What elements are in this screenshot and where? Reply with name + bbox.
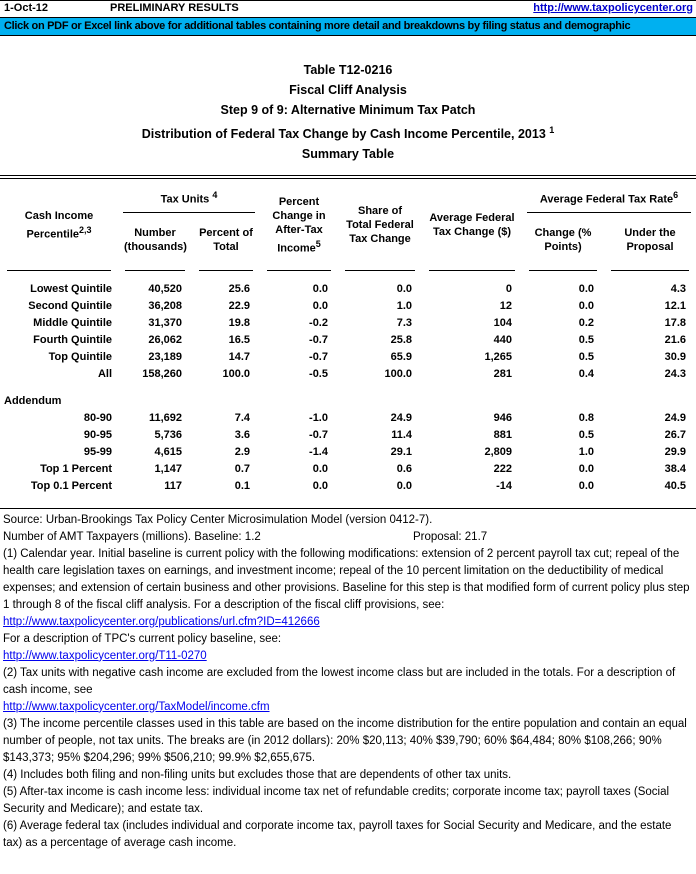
distribution-table (0, 175, 696, 509)
cell: 21.6 (664, 334, 686, 347)
cell: 117 (164, 480, 182, 493)
title-block (0, 60, 696, 164)
cell (338, 393, 422, 410)
footnote-text: (2) Tax units with negative cash income are excluded from the lowest income class but are included in the totals. For a description of cash income, see (3, 666, 676, 696)
cell: -1.4 (309, 446, 328, 459)
row-label: Middle Quintile (33, 317, 112, 330)
table-row (0, 393, 696, 410)
cell: 26.7 (664, 429, 686, 442)
footnote-link[interactable]: http://www.taxpolicycenter.org/publications/url.cfm?ID=412666 (3, 615, 320, 628)
footnotes-section (0, 509, 696, 852)
cell: 100.0 (384, 368, 412, 381)
document-date: 1-Oct-12 (4, 2, 49, 14)
cell: 0.0 (578, 480, 594, 493)
cell: 0.2 (578, 317, 594, 330)
cell: -0.7 (309, 351, 328, 364)
cell: -0.7 (309, 429, 328, 442)
table-row (0, 478, 696, 495)
analysis-title: Fiscal Cliff Analysis (289, 83, 407, 97)
col-header-under-the-proposal: Under the Proposal (604, 213, 696, 271)
cell: 14.7 (228, 351, 250, 364)
col-header-cash-income-percentile: Cash Income Percentile$^{2,3}$ (0, 177, 118, 271)
cell: 11,692 (148, 412, 182, 425)
col-header-percent-change-after-tax-income: Percent Change in After-Tax Income$^5$ (260, 177, 338, 271)
cell (118, 393, 192, 410)
cell: 23,189 (148, 351, 182, 364)
preliminary-results-label: PRELIMINARY RESULTS (110, 2, 239, 14)
cell: 26,062 (148, 334, 182, 347)
cell: 40,520 (148, 283, 182, 296)
cell: 29.1 (390, 446, 412, 459)
cell: 31,370 (148, 317, 182, 330)
row-label: Top 1 Percent (40, 463, 112, 476)
row-label: 90-95 (83, 429, 112, 442)
table-row (0, 366, 696, 383)
footnote-link-line (3, 614, 693, 631)
footnote-link[interactable]: http://www.taxpolicycenter.org/TaxModel/income.cfm (3, 700, 270, 713)
footnote-link[interactable]: http://www.taxpolicycenter.org/T11-0270 (3, 649, 207, 662)
cell (260, 393, 338, 410)
cell: 0.0 (312, 463, 328, 476)
cell: 24.9 (390, 412, 412, 425)
cell: 0.0 (312, 480, 328, 493)
footnote-text: (3) The income percentile classes used in this table are based on the income distribution for the entire population and contain an equal number of people, not tax units. The breaks are (in 2012 dollars): 20% $20,113; 40% $39,790; 60% $64,484; 80% $108,266; 90% $143,373; 95% $204,296; 99% $506,210; 99.9% $2,655,675. (3, 717, 687, 764)
cell: 4.3 (670, 283, 686, 296)
cell: 25.8 (390, 334, 412, 347)
cell: 0.5 (578, 334, 594, 347)
cell: 0.0 (396, 480, 412, 493)
cell: -0.7 (309, 334, 328, 347)
cell: 281 (493, 368, 512, 381)
amt-proposal: Proposal: 21.7 (413, 530, 488, 543)
table-number-title: Table T12-0216 (303, 63, 393, 77)
cell: 24.3 (664, 368, 686, 381)
row-label: Top 0.1 Percent (30, 480, 112, 493)
cell: 2.9 (234, 446, 250, 459)
cell: 0.0 (578, 463, 594, 476)
row-label: 80-90 (83, 412, 112, 425)
table-row (0, 461, 696, 478)
row-label: Addendum (4, 395, 62, 408)
cell: 0.8 (578, 412, 594, 425)
info-banner: Click on PDF or Excel link above for additional tables containing more detail and breakdowns by filing status and demographic (0, 17, 696, 36)
row-label: Top Quintile (48, 351, 112, 364)
table-row (0, 444, 696, 461)
cell: 40.5 (664, 480, 686, 493)
cell: 0.5 (578, 351, 594, 364)
cell: 0 (505, 283, 512, 296)
amt-taxpayers-line (3, 529, 693, 546)
table-row (0, 332, 696, 349)
table-body (0, 271, 696, 508)
cell: 4,615 (154, 446, 182, 459)
cell: 0.0 (396, 283, 412, 296)
cell: 19.8 (228, 317, 250, 330)
footnote-text: (6) Average federal tax (includes individual and corporate income tax, payroll taxes for Social Security and Medicare, and the estate tax) as a percentage of average cash income. (3, 819, 672, 849)
cell (192, 393, 260, 410)
footnote-text: For a description of TPC's current policy baseline, see: (3, 632, 282, 645)
col-header-share-of-total-federal-tax-change: Share of Total Federal Tax Change (338, 177, 422, 271)
cell: 7.4 (234, 412, 250, 425)
cell: 3.6 (234, 429, 250, 442)
cell: 946 (493, 412, 512, 425)
cell: 7.3 (396, 317, 412, 330)
cell: 12.1 (664, 300, 686, 313)
cell: 29.9 (664, 446, 686, 459)
cell: -1.0 (309, 412, 328, 425)
tpc-home-link[interactable]: http://www.taxpolicycenter.org (533, 2, 693, 14)
cell: 1.0 (578, 446, 594, 459)
table-row (0, 298, 696, 315)
cell: 0.7 (234, 463, 250, 476)
cell: 5,736 (154, 429, 182, 442)
cell: -0.5 (309, 368, 328, 381)
footnote-text: (4) Includes both filing and non-filing units but excludes those that are dependents of other tax units. (3, 768, 512, 781)
table-row (0, 410, 696, 427)
cell: 0.6 (396, 463, 412, 476)
row-label: Fourth Quintile (33, 334, 112, 347)
cell: 17.8 (664, 317, 686, 330)
cell: 36,208 (148, 300, 182, 313)
cell: -0.2 (309, 317, 328, 330)
cell: 0.5 (578, 429, 594, 442)
cell: 881 (493, 429, 512, 442)
col-header-number-thousands: Number (thousands) (118, 213, 192, 271)
title-footnote-ref: 1 (549, 125, 555, 135)
cell: -14 (496, 480, 512, 493)
cell: 16.5 (228, 334, 250, 347)
cell: 12 (499, 300, 512, 313)
cell: 24.9 (664, 412, 686, 425)
table-row (0, 315, 696, 332)
footnote-text: Source: Urban-Brookings Tax Policy Center Microsimulation Model (version 0412-7). (3, 513, 433, 526)
distribution-title-text: Distribution of Federal Tax Change by Cash Income Percentile, 2013 (141, 127, 546, 142)
cell: 22.9 (228, 300, 250, 313)
cell: 2,809 (484, 446, 512, 459)
footnote-link-line (3, 648, 693, 665)
cell: 158,260 (142, 368, 182, 381)
amt-baseline: Number of AMT Taxpayers (millions). Baseline: 1.2 (3, 530, 261, 543)
cell (604, 393, 696, 410)
cell: 1,147 (154, 463, 182, 476)
cell: 100.0 (222, 368, 250, 381)
cell: 0.0 (312, 283, 328, 296)
cell: 11.4 (391, 429, 412, 442)
footnote-link-line (3, 699, 693, 716)
cell: 0.0 (312, 300, 328, 313)
cell (422, 393, 522, 410)
table-row (0, 427, 696, 444)
col-group-average-federal-tax-rate: Average Federal Tax Rate$^6$ (522, 177, 696, 213)
row-label: Lowest Quintile (30, 283, 112, 296)
cell: 65.9 (390, 351, 412, 364)
cell: 1,265 (484, 351, 512, 364)
summary-table-title: Summary Table (301, 147, 395, 162)
step-title: Step 9 of 9: Alternative Minimum Tax Patch (220, 103, 476, 117)
row-label: 95-99 (83, 446, 112, 459)
col-header-average-federal-tax-change: Average Federal Tax Change ($) (422, 177, 522, 271)
row-label: Second Quintile (28, 300, 112, 313)
cell: 104 (493, 317, 512, 330)
cell: 440 (493, 334, 512, 347)
row-label: All (97, 368, 112, 381)
cell (522, 393, 604, 410)
table-row (0, 349, 696, 366)
table-row (0, 281, 696, 298)
cell: 222 (493, 463, 512, 476)
table-header (0, 177, 696, 271)
cell: 38.4 (664, 463, 686, 476)
cell: 0.1 (234, 480, 250, 493)
col-header-percent-of-total: Percent of Total (192, 213, 260, 271)
document-header (0, 1, 696, 17)
footnote-text: (1) Calendar year. Initial baseline is current policy with the following modifications: extension of 2 percent payroll tax cut; repeal of the health care legislation taxes on earnings, and investment income; repeal of the 10 percent limitation on the deductibility of medical expenses; and extension of certain business and other provisions. Baseline for this step is that modified form of current policy plus step 1 through 8 of the fiscal cliff analysis. For a description of the fiscal cliff provisions, see: (3, 547, 690, 611)
spacer-row (0, 495, 696, 508)
cell: 1.0 (396, 300, 412, 313)
cell: 30.9 (664, 351, 686, 364)
distribution-title (0, 120, 696, 144)
footnote-text: (5) After-tax income is cash income less: individual income tax net of refundable credits; corporate income tax; payroll taxes (Social Security and Medicare); and estate tax. (3, 785, 670, 815)
cell: 0.0 (578, 300, 594, 313)
col-header-change-points: Change (% Points) (522, 213, 604, 271)
cell: 25.6 (228, 283, 250, 296)
spacer-row (0, 271, 696, 281)
cell: 0.0 (578, 283, 594, 296)
cell: 0.4 (578, 368, 594, 381)
spacer-row (0, 383, 696, 393)
col-group-tax-units: Tax Units $^4$ (118, 177, 260, 213)
